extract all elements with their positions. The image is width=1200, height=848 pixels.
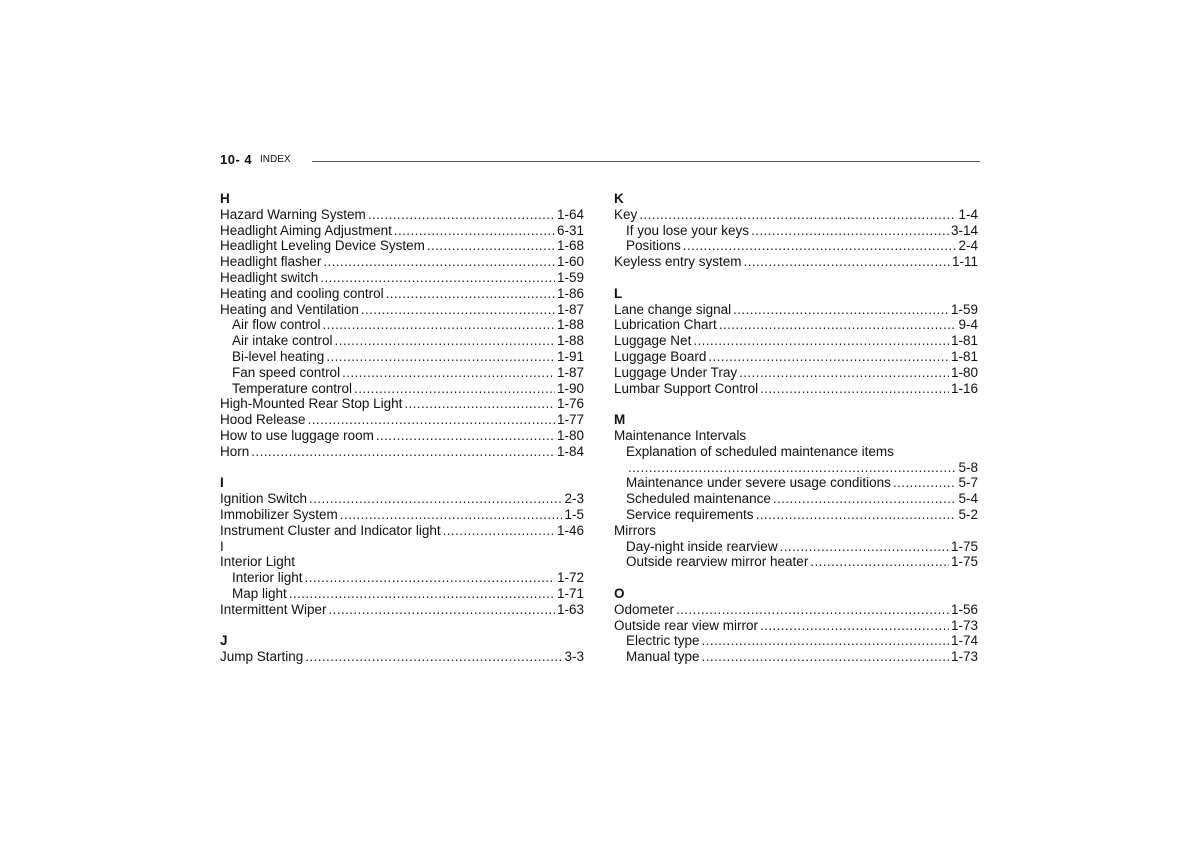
- entry-label: Headlight flasher: [220, 254, 322, 270]
- entry-page-number: 1-4: [958, 206, 978, 222]
- dot-leader: [693, 333, 949, 349]
- index-section: [220, 191, 584, 460]
- entry-page-number: 1-68: [556, 238, 584, 254]
- entry-label: Air flow control: [232, 317, 321, 333]
- entry-label: Electric type: [626, 633, 700, 649]
- index-section: [220, 633, 584, 665]
- index-entry: [614, 475, 978, 491]
- section-title: INDEX: [260, 154, 291, 165]
- entry-label: Heating and cooling control: [220, 285, 384, 301]
- dot-leader: [427, 238, 555, 254]
- index-entry: [220, 396, 584, 412]
- index-entry: [220, 349, 584, 365]
- index-section: [614, 586, 978, 665]
- entry-page-number: 1-81: [950, 333, 978, 349]
- index-entry: [220, 333, 584, 349]
- index-entry: [614, 618, 978, 634]
- dot-leader: [376, 428, 555, 444]
- index-entry: [220, 491, 584, 507]
- index-entry: [614, 633, 978, 649]
- entry-label: Headlight Aiming Adjustment: [220, 222, 392, 238]
- entry-page-number: 3-3: [564, 649, 584, 665]
- entry-label: Lumbar Support Control: [614, 380, 759, 396]
- dot-leader: [683, 238, 957, 254]
- entry-label: Immobilizer System: [220, 506, 338, 522]
- dot-leader: [733, 302, 949, 318]
- entry-label: Outside rear view mirror: [614, 617, 759, 633]
- entry-label: Interior Light: [220, 554, 296, 570]
- entry-label: Day-night inside rearview: [626, 538, 778, 554]
- index-entry: [614, 602, 978, 618]
- index-entry: [614, 238, 978, 254]
- entry-page-number: 5-8: [958, 459, 978, 475]
- entry-page-number: 3-14: [950, 222, 978, 238]
- entry-label: Lubrication Chart: [614, 317, 717, 333]
- index-entry: [614, 254, 978, 270]
- index-column-right: [614, 191, 978, 681]
- index-entry: [220, 238, 584, 254]
- entry-label: Luggage Under Tray: [614, 364, 738, 380]
- entry-label: Maintenance under severe usage conditions: [626, 475, 891, 491]
- entry-label: Intermittent Wiper: [220, 601, 327, 617]
- entry-label: Scheduled maintenance: [626, 491, 771, 507]
- entry-page-number: 1-87: [556, 301, 584, 317]
- dot-leader: [744, 254, 950, 270]
- dot-leader: [739, 365, 949, 381]
- entry-page-number: 1-60: [556, 254, 584, 270]
- index-entry: [220, 649, 584, 665]
- entry-label: Headlight switch: [220, 269, 319, 285]
- index-entry: [614, 333, 978, 349]
- index-entry: [220, 554, 584, 570]
- index-entry: [614, 507, 978, 523]
- dot-leader: [702, 633, 949, 649]
- entry-page-number: 1-11: [951, 254, 978, 270]
- dot-leader: [404, 396, 555, 412]
- dot-leader: [340, 507, 563, 523]
- entry-label: High-Mounted Rear Stop Light: [220, 396, 403, 412]
- index-entry: [220, 381, 584, 397]
- dot-leader: [773, 491, 957, 507]
- entry-label: Headlight Leveling Device System: [220, 238, 425, 254]
- dot-leader: [309, 491, 562, 507]
- entry-label: Service requirements: [626, 506, 754, 522]
- entry-page-number: 1-75: [950, 554, 978, 570]
- entry-page-number: 1-16: [950, 380, 978, 396]
- entry-page-number: 5-2: [958, 506, 978, 522]
- entry-label: Air intake control: [232, 333, 333, 349]
- dot-leader: [810, 554, 949, 570]
- entry-label: Jump Starting: [220, 649, 304, 665]
- dot-leader: [342, 365, 555, 381]
- entry-page-number: 1-74: [950, 633, 978, 649]
- entry-label: Explanation of scheduled maintenance items: [626, 443, 894, 459]
- dot-leader: [708, 349, 949, 365]
- entry-label: If you lose your keys: [626, 222, 750, 238]
- index-entry: [614, 349, 978, 365]
- index-section: [220, 475, 584, 617]
- entry-page-number: 1-46: [556, 522, 584, 538]
- entry-label: Hood Release: [220, 412, 306, 428]
- entry-label: Manual type: [626, 649, 700, 665]
- entry-label: Luggage Board: [614, 348, 707, 364]
- dot-leader: [251, 444, 555, 460]
- dot-leader: [368, 207, 555, 223]
- entry-page-number: 1-90: [556, 380, 584, 396]
- index-entry: [220, 570, 584, 586]
- dot-leader: [335, 333, 555, 349]
- section-letter: I: [220, 475, 224, 491]
- dot-leader: [751, 223, 949, 239]
- dot-leader: [702, 649, 949, 665]
- entry-page-number: 1-5: [564, 506, 584, 522]
- entry-page-number: 1-73: [950, 649, 978, 665]
- index-entry: [220, 428, 584, 444]
- index-entry: [220, 302, 584, 318]
- index-column-left: [220, 191, 584, 681]
- index-entry: [220, 286, 584, 302]
- entry-label: Keyless entry system: [614, 254, 742, 270]
- entry-page-number: 5-4: [958, 491, 978, 507]
- entry-label: Odometer: [614, 601, 675, 617]
- index-entry: [220, 539, 584, 555]
- entry-page-number: 2-4: [958, 238, 978, 254]
- dot-leader: [756, 507, 957, 523]
- dot-leader: [361, 302, 555, 318]
- index-section: [614, 286, 978, 397]
- index-entry: [220, 412, 584, 428]
- dot-leader: [289, 586, 555, 602]
- index-entry: [614, 207, 978, 223]
- index-section: [614, 191, 978, 270]
- entry-page-number: 1-84: [556, 443, 584, 459]
- entry-page-number: 5-7: [958, 475, 978, 491]
- index-entry: [220, 207, 584, 223]
- entry-label: Mirrors: [614, 522, 656, 538]
- dot-leader: [323, 254, 555, 270]
- entry-label: Maintenance Intervals: [614, 427, 747, 443]
- entry-page-number: 1-87: [556, 364, 584, 380]
- index-entry: [614, 365, 978, 381]
- entry-page-number: 1-76: [556, 396, 584, 412]
- entry-label: Bi-level heating: [232, 348, 325, 364]
- entry-page-number: 1-80: [556, 427, 584, 443]
- entry-page-number: 1-75: [950, 538, 978, 554]
- entry-page-number: 6-31: [556, 222, 584, 238]
- dot-leader: [443, 523, 555, 539]
- index-entry: [614, 649, 978, 665]
- entry-label: Lane change signal: [614, 301, 732, 317]
- index-entry: [220, 254, 584, 270]
- dot-leader: [320, 270, 555, 286]
- index-entry: [614, 539, 978, 555]
- index-entry: [614, 554, 978, 570]
- entry-label: Hazard Warning System: [220, 206, 366, 222]
- index-entry: [614, 428, 978, 444]
- entry-page-number: 1-80: [950, 364, 978, 380]
- entry-page-number: 9-4: [958, 317, 978, 333]
- entry-label: Interior light: [232, 570, 303, 586]
- dot-leader: [308, 412, 555, 428]
- entry-page-number: 1-59: [950, 301, 978, 317]
- section-letter: O: [614, 585, 625, 601]
- entry-label: Key: [614, 206, 638, 222]
- section-letter: H: [220, 191, 230, 206]
- entry-page-number: 1-77: [556, 412, 584, 428]
- entry-label: Map light: [232, 585, 287, 601]
- index-entry: [614, 523, 978, 539]
- dot-leader: [760, 618, 949, 634]
- dot-leader: [893, 475, 957, 491]
- index-entry: [614, 491, 978, 507]
- index-entry: [220, 523, 584, 539]
- index-entry: [614, 317, 978, 333]
- dot-leader: [386, 286, 555, 302]
- entry-page-number: 1-88: [556, 317, 584, 333]
- header-rule: [312, 161, 980, 162]
- index-entry: [614, 302, 978, 318]
- index-entry: [614, 381, 978, 397]
- entry-label: Instrument Cluster and Indicator light: [220, 522, 441, 538]
- entry-label: Fan speed control: [232, 364, 341, 380]
- section-letter: J: [220, 633, 228, 649]
- section-letter: M: [614, 412, 626, 428]
- entry-page-number: 1-64: [556, 206, 584, 222]
- entry-label: Horn: [220, 443, 250, 459]
- entry-page-number: 1-56: [950, 601, 978, 617]
- dot-leader: [354, 381, 555, 397]
- dot-leader: [394, 223, 555, 239]
- entry-page-number: 1-73: [950, 617, 978, 633]
- entry-page-number: 1-88: [556, 333, 584, 349]
- entry-page-number: 1-71: [556, 585, 584, 601]
- index-section: [614, 412, 978, 570]
- entry-page-number: 1-86: [556, 285, 584, 301]
- index-entry: [220, 602, 584, 618]
- entry-label: Outside rearview mirror heater: [626, 554, 809, 570]
- entry-page-number: 1-91: [556, 348, 584, 364]
- page-header: [220, 152, 980, 170]
- dot-leader: [676, 602, 949, 618]
- entry-label: Ignition Switch: [220, 491, 308, 507]
- entry-page-number: 1-81: [950, 348, 978, 364]
- index-entry: [614, 460, 978, 476]
- dot-leader: [628, 460, 956, 476]
- dot-leader: [323, 317, 555, 333]
- dot-leader: [760, 381, 949, 397]
- dot-leader: [305, 570, 555, 586]
- index-entry: [220, 444, 584, 460]
- index-entry: [220, 507, 584, 523]
- entry-page-number: 1-72: [556, 570, 584, 586]
- index-entry: [220, 317, 584, 333]
- entry-label: Heating and Ventilation: [220, 301, 359, 317]
- page-number: 10- 4: [220, 152, 253, 167]
- dot-leader: [639, 207, 956, 223]
- entry-page-number: 1-63: [556, 601, 584, 617]
- dot-leader: [719, 317, 957, 333]
- dot-leader: [329, 602, 555, 618]
- index-entry: [614, 223, 978, 239]
- dot-leader: [780, 539, 949, 555]
- entry-label: Temperature control: [232, 380, 353, 396]
- index-entry: [220, 223, 584, 239]
- index-entry: [220, 365, 584, 381]
- index-entry: [220, 586, 584, 602]
- dot-leader: [326, 349, 555, 365]
- entry-label: How to use luggage room: [220, 427, 374, 443]
- entry-label: I: [220, 538, 224, 554]
- entry-page-number: 2-3: [564, 491, 584, 507]
- entry-page-number: 1-59: [556, 269, 584, 285]
- entry-label: Luggage Net: [614, 333, 692, 349]
- index-entry: [614, 444, 978, 460]
- entry-label: Positions: [626, 238, 681, 254]
- index-entry: [220, 270, 584, 286]
- section-letter: L: [614, 285, 623, 301]
- section-letter: K: [614, 191, 624, 206]
- dot-leader: [305, 649, 562, 665]
